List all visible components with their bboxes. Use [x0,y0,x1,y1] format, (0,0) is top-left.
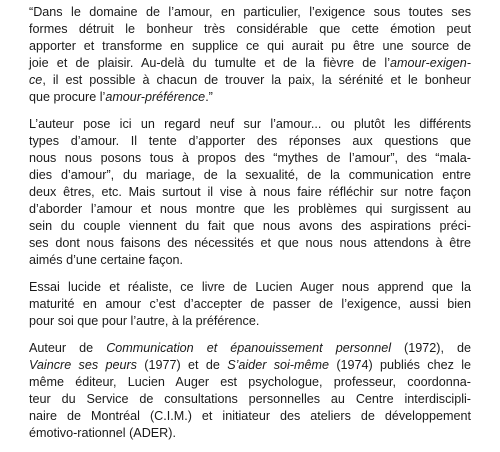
text-line: L’auteur pose ici un regard neuf sur l’amour... ou plutôt les différents [29,117,471,131]
emphasis-amour-exigence-end: ce [29,73,43,87]
text-line: aimés d’une certaine façon. [29,253,184,267]
quote-paragraph [29,4,471,106]
text-line: d’aborder l’amour et nous montre que les problèmes qui surgissent au [29,202,471,216]
author-paragraph [29,340,471,442]
text-fragment: .” [205,90,213,104]
text-fragment: (1972), de [391,341,471,355]
text-line: apporter et transforme en supplice ce qui aurait pu être une source de [29,39,471,53]
text-fragment: que procure l’ [29,90,106,104]
text-line [29,340,471,357]
text-line: nous nous posons tous à propos des “mythes de l’amour”, des “mala- [29,151,471,165]
text-line: types d’amour. Il tente d’apporter des réponses aux questions que [29,134,471,148]
text-line [29,72,471,89]
text-fragment: (1977) et de [136,358,228,372]
text-line: teur du Service de consultations personnelles au Centre interdiscipli- [29,392,471,406]
book-title: Communication et épanouissement personnel [106,341,392,355]
text-line: ses dont nous faisons des nécessités et que nous nous attendons à être [29,236,471,250]
summary-paragraph [29,279,471,330]
emphasis-amour-exigence: amour-exigen- [390,56,471,70]
description-paragraph [29,116,471,269]
text-line: maturité en amour c’est d’accepter de passer de l’exigence, aussi bien [29,297,471,311]
text-fragment: , il est possible à chacun de trouver la paix, la sérénité et le bonheur [42,73,471,87]
text-line: deux êtres, etc. Mais surtout il vise à nous faire réfléchir sur notre façon [29,185,471,199]
text-fragment: (1974) publiés chez le [329,358,471,372]
book-title: S’aider soi-même [227,358,329,372]
text-line [29,89,471,106]
book-title: Vaincre ses peurs [29,358,137,372]
text-line: formes détruit le bonheur très considérable que cette émotion peut [29,22,471,36]
text-fragment: joie et de plaisir. Au-delà du tumulte et de la fièvre de l’ [29,56,391,70]
text-line: émotivo-rationnel (ADER). [29,426,176,440]
text-line: “Dans le domaine de l’amour, en particulier, l’exigence sous toutes ses [29,5,471,19]
text-line [29,55,471,72]
emphasis-amour-preference: amour-préférence [105,90,206,104]
text-line: naire de Montréal (C.I.M.) et initiateur des ateliers de développement [29,409,471,423]
text-line: sein du couple viennent du fait que nous avons des aspirations préci- [29,219,471,233]
text-line: dies d’amour”, du mariage, de la sexualité, de la communication entre [29,168,471,182]
back-cover-text [29,4,471,452]
text-line: même éditeur, Lucien Auger est psychologue, professeur, coordonna- [29,375,471,389]
text-line: Essai lucide et réaliste, ce livre de Lucien Auger nous apprend que la [29,280,471,294]
text-fragment: Auteur de [29,341,107,355]
text-line: pour soi que pour l’autre, à la préférence. [29,314,260,328]
text-line [29,357,471,374]
